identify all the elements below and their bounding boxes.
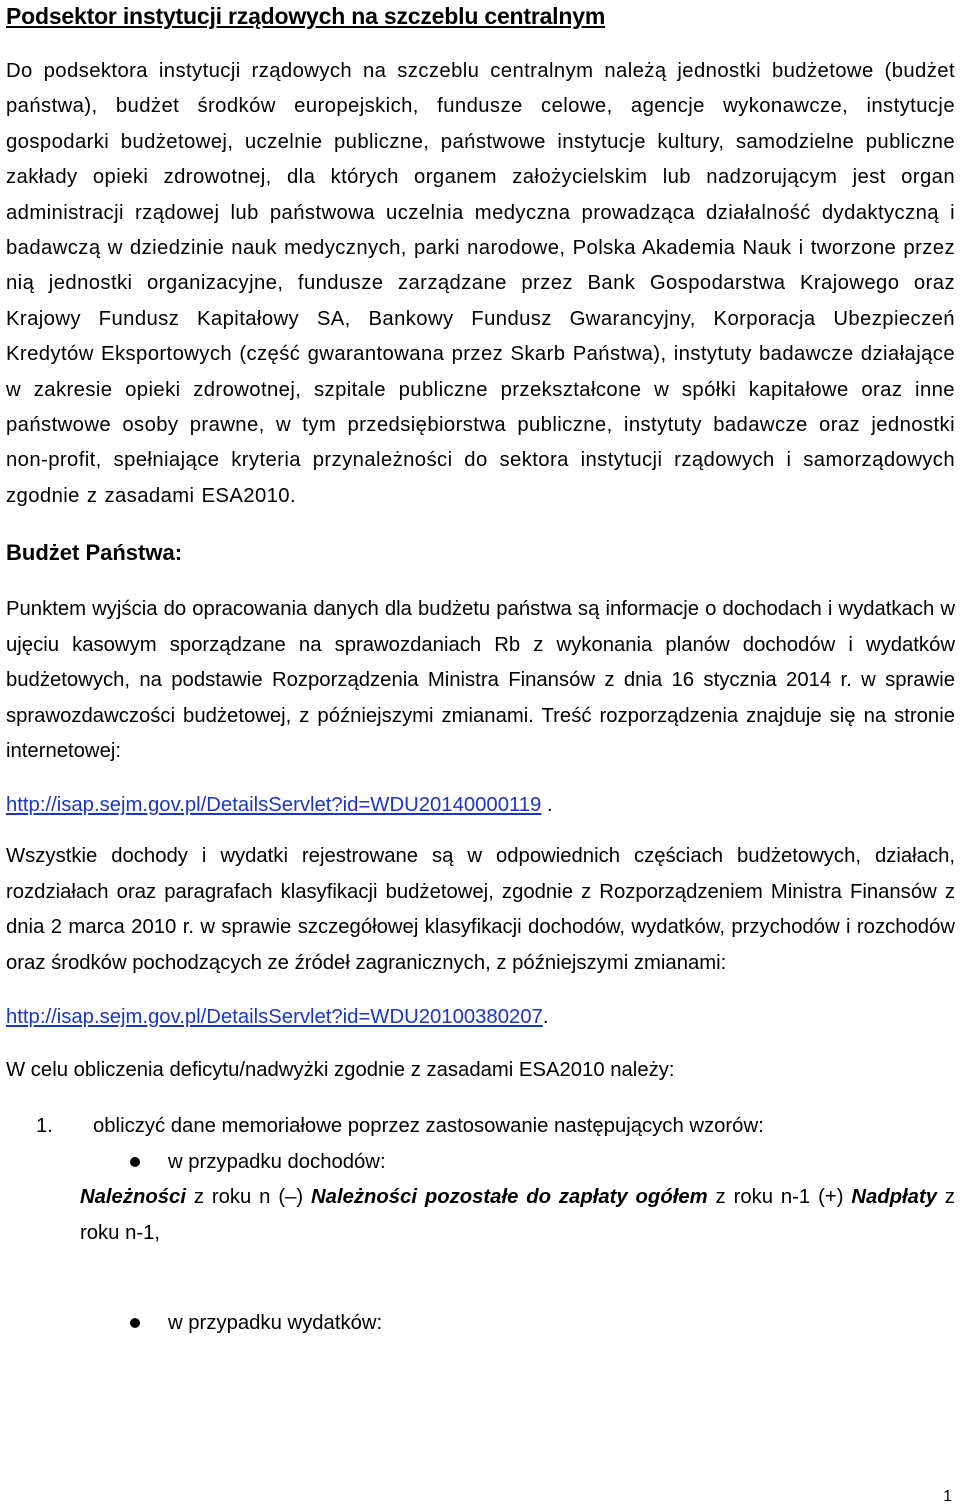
page-title: Podsektor instytucji rządowych na szczeblu centralnym xyxy=(6,3,606,29)
formula-term-receivables: Należności xyxy=(80,1186,186,1209)
bullet-text-revenues: w przypadku dochodów: xyxy=(168,1151,386,1174)
link-2-suffix: . xyxy=(542,1005,549,1028)
list-item-number: 1. xyxy=(36,1115,53,1138)
regulation-link-2014[interactable]: http://isap.sejm.gov.pl/DetailsServlet?id=WDU20140000119 xyxy=(6,794,542,817)
page-number: 1 xyxy=(943,1488,952,1505)
formula-term-overpayments: Nadpłaty xyxy=(851,1186,937,1209)
formula-text-3: z roku n-1, xyxy=(80,1186,956,1244)
section-heading-budget: Budżet Państwa: xyxy=(6,540,183,566)
document-body xyxy=(6,0,955,1341)
bullet-icon xyxy=(130,1157,140,1167)
numbered-list-item-1 xyxy=(6,1108,955,1144)
link-line-1 xyxy=(6,791,955,819)
link-1-suffix: . xyxy=(541,794,553,817)
link-line-2 xyxy=(6,1003,955,1031)
formula-text-2: z roku n-1 (+) xyxy=(707,1186,852,1209)
intro-paragraph: Do podsektora instytucji rządowych na szczeblu centralnym należą jednostki budżetowe (budżet państwa), budżet środków europejskich, fundusze celowe, agencje wykonawcze, instytucje gospodarki budżetowej, uczelnie publiczne, państwowe instytucje kultury, samodzielne publiczne zakłady opieki zdrowotnej, dla których organem założycielskim lub nadzorującym jest organ administracji rządowej lub państwowa uczelnia medyczna prowadząca działalność dydaktyczną i badawczą w dziedzinie nauk medycznych, parki narodowe, Polska Akademia Nauk i tworzone przez nią jednostki organizacyjne, fundusze zarządzane przez Bank Gospodarstwa Krajowego oraz Krajowy Fundusz Kapitałowy SA, Bankowy Fundusz Gwarancyjny, Korporacja Ubezpieczeń Kredytów Eksportowych (część gwarantowana przez Skarb Państwa), instytuty badawcze działające w zakresie opieki zdrowotnej, szpitale publiczne przekształcone w spółki kapitałowe oraz inne państwowe osoby prawne, w tym przedsiębiorstwa publiczne, instytuty badawcze oraz jednostki non-profit, spełniające kryteria przynależności do sektora instytucji rządowych i samorządowych zgodnie z zasadami ESA2010. xyxy=(6,60,955,507)
formula-text-1: z roku n (–) xyxy=(185,1186,312,1209)
budget-paragraph-1: Punktem wyjścia do opracowania danych dla budżetu państwa są informacje o dochodach i wydatkach w ujęciu kasowym sporządzane na sprawozdaniach Rb z wykonania planów dochodów i wydatków budżetowych, na podstawie Rozporządzenia Ministra Finansów z dnia 16 stycznia 2014 r. w sprawie sprawozdawczości budżetowej, z późniejszymi zmianami. Treść rozporządzenia znajduje się na stronie internetowej: xyxy=(6,598,955,762)
budget-paragraph-2: Wszystkie dochody i wydatki rejestrowane są w odpowiednich częściach budżetowych, działach, rozdziałach oraz paragrafach klasyfikacji budżetowej, zgodnie z Rozporządzeniem Ministra Finansów z dnia 2 marca 2010 r. w sprawie szczegółowej klasyfikacji dochodów, wydatków, przychodów i rozchodów oraz środków pochodzących ze źródeł zagranicznych, z późniejszymi zmianami: xyxy=(6,845,955,974)
revenue-formula xyxy=(80,1180,955,1251)
bullet-icon xyxy=(130,1318,140,1328)
bullet-text-expenditures: w przypadku wydatków: xyxy=(168,1312,383,1335)
bullet-item-expenditures xyxy=(6,1305,955,1341)
bullet-item-revenues xyxy=(6,1144,955,1180)
formula-term-outstanding: Należności pozostałe do zapłaty ogółem xyxy=(311,1186,708,1209)
list-item-text: obliczyć dane memoriałowe poprzez zastosowanie następujących wzorów: xyxy=(93,1115,764,1138)
budget-paragraph-3: W celu obliczenia deficytu/nadwyżki zgodnie z zasadami ESA2010 należy: xyxy=(6,1058,675,1081)
regulation-link-2010[interactable]: http://isap.sejm.gov.pl/DetailsServlet?id=WDU20100380207 xyxy=(6,1005,543,1028)
